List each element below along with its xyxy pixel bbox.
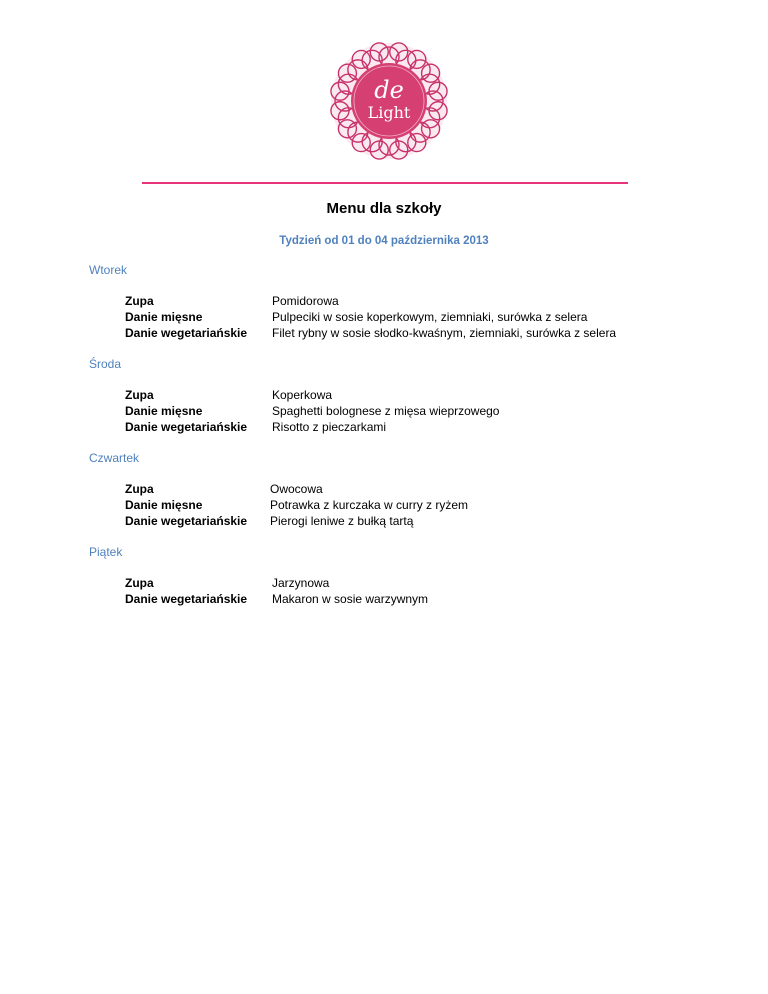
dish-name: Spaghetti bolognese z mięsa wieprzowego: [272, 404, 500, 418]
week-subtitle: Tydzień od 01 do 04 października 2013: [279, 235, 489, 247]
course-label: Zupa: [125, 482, 154, 496]
logo-text-light: Light: [367, 103, 411, 122]
course-label: Danie wegetariańskie: [125, 326, 248, 340]
dish-name: Pomidorowa: [272, 294, 339, 308]
delight-logo: [328, 40, 450, 162]
dish-name: Pulpeciki w sosie koperkowym, ziemniaki, surówka z selera: [272, 310, 588, 324]
dish-name: Owocowa: [270, 482, 323, 496]
logo-lace-icon: [328, 40, 450, 162]
course-label: Zupa: [125, 576, 154, 590]
header-divider: [142, 182, 628, 184]
day-heading-piatek: Piątek: [89, 545, 123, 559]
dish-name: Filet rybny w sosie słodko-kwaśnym, ziemniaki, surówka z selera: [272, 326, 617, 340]
dish-name: Jarzynowa: [272, 576, 330, 590]
dish-name: Makaron w sosie warzywnym: [272, 592, 429, 606]
dish-name: Koperkowa: [272, 388, 333, 402]
course-label: Danie mięsne: [125, 404, 203, 418]
page-title: Menu dla szkoły: [326, 200, 442, 217]
day-heading-czwartek: Czwartek: [89, 451, 140, 465]
dish-name: Risotto z pieczarkami: [272, 420, 387, 434]
course-label: Zupa: [125, 388, 154, 402]
course-label: Danie mięsne: [125, 498, 203, 512]
day-heading-wtorek: Wtorek: [89, 263, 128, 277]
course-label: Danie wegetariańskie: [125, 420, 248, 434]
dish-name: Potrawka z kurczaka w curry z ryżem: [270, 498, 469, 512]
course-label: Danie wegetariańskie: [125, 592, 248, 606]
course-label: Danie mięsne: [125, 310, 203, 324]
day-heading-sroda: Środa: [89, 357, 122, 371]
course-label: Zupa: [125, 294, 154, 308]
course-label: Danie wegetariańskie: [125, 514, 248, 528]
logo-text-de: de: [374, 76, 404, 104]
dish-name: Pierogi leniwe z bułką tartą: [270, 514, 414, 528]
